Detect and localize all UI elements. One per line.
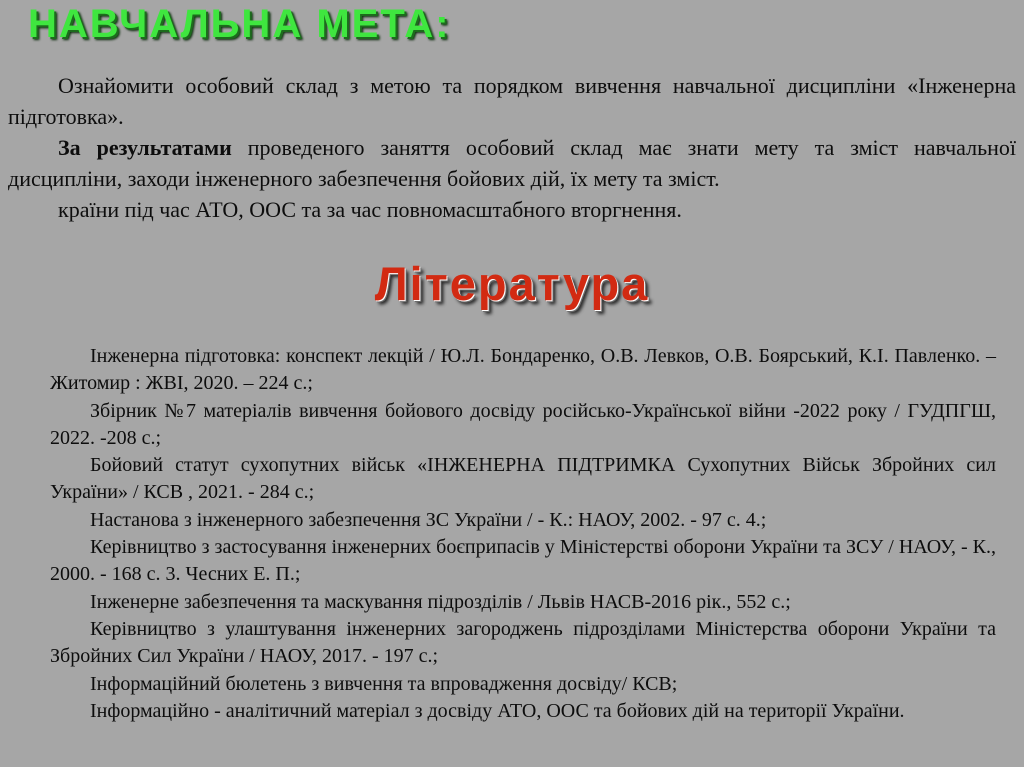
literature-item: Інженерне забезпечення та маскування підрозділів / Львів НАСВ-2016 рік., 552 с.; bbox=[90, 590, 791, 613]
literature-item: Керівництво з улаштування інженерних загороджень підрозділами Міністерства оборони України та Збройних Сил України / НАОУ, 2017. - 197 с.; bbox=[50, 617, 996, 668]
literature-heading: Література bbox=[374, 257, 650, 310]
slide-title: НАВЧАЛЬНА МЕТА: bbox=[28, 2, 451, 46]
literature-item: Керівництво з застосування інженерних боєприпасів у Міністерстві оборони України та ЗСУ / НАОУ, - К., 2000. - 168 с. 3. Чесних Е. П.; bbox=[50, 536, 996, 586]
literature-item: Збірник №7 матеріалів вивчення бойового досвіду російсько-Української війни -2022 року / ГУДПГШ, 2022. -208 с.; bbox=[50, 399, 996, 449]
literature-item: Інформаційний бюлетень з вивчення та впровадження досвіду/ КСВ; bbox=[90, 672, 678, 695]
goal-paragraph-2 bbox=[8, 132, 1016, 194]
goal-paragraph-2-bold: За результатами bbox=[58, 135, 232, 160]
literature-item: Інформаційно - аналітичний матеріал з досвіду АТО, ООС та бойових дій на території України. bbox=[90, 699, 905, 722]
goal-paragraph-3: країни під час АТО, ООС та за час повномасштабного вторгнення. bbox=[58, 197, 682, 222]
goal-text bbox=[8, 70, 1016, 225]
literature-item: Настанова з інженерного забезпечення ЗС України / - К.: НАОУ, 2002. - 97 с. 4.; bbox=[90, 508, 767, 531]
literature-list bbox=[50, 343, 996, 725]
literature-item: Бойовий статут сухопутних військ «ІНЖЕНЕРНА ПІДТРИМКА Сухопутних Військ Збройних сил України» / КСВ , 2021. - 284 с.; bbox=[50, 454, 996, 504]
goal-paragraph-1: Ознайомити особовий склад з метою та порядком вивчення навчальної дисципліни «Інженерна підготовка». bbox=[8, 73, 1016, 129]
goal-paragraph-2-text: проведеного заняття особовий склад має знати мету та зміст навчальної дисципліни, заходи інженерного забезпечення бойових дій, їх мету та зміст. bbox=[8, 135, 1017, 191]
literature-item: Інженерна підготовка: конспект лекцій / Ю.Л. Бондаренко, О.В. Левков, О.В. Боярський, К.І. Павленко. – Житомир : ЖВІ, 2020. – 224 с.; bbox=[50, 345, 996, 395]
